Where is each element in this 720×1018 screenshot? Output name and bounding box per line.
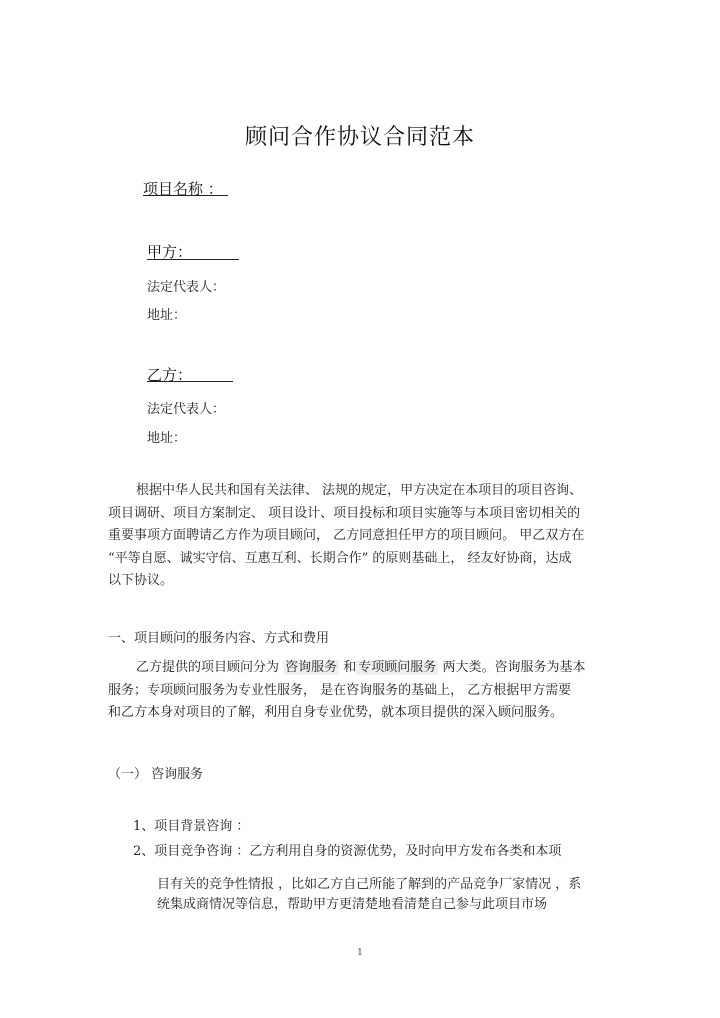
section-1-line-1-part-c: 两大类。咨询服务为基本 [438,660,586,675]
party-b-underline [147,381,233,382]
intro-line-4: “平等自愿、诚实守信、互惠互利、长期合作” 的原则基础上， 经友好协商，达成 [108,550,572,566]
item-2-continuation-2: 统集成商情况等信息，帮助甲方更清楚地看清楚自己参与此项目市场 [157,897,548,912]
section-1-line-1-part-a: 乙方提供的项目顾问分为 [136,660,284,675]
project-name-label: 项目名称 ： [143,180,223,198]
party-b-legal-rep: 法定代表人： [147,402,226,417]
item-2: 2、项目竞争咨询 ：乙方利用自身的资源优势，及时向甲方发布各类和本项 [133,844,562,859]
party-b-label: 乙方： [147,366,193,384]
intro-line-3: 重要事项方面聘请乙方作为项目顾问， 乙方同意担任甲方的项目顾问。 甲乙双方在 [108,528,585,543]
item-2-continuation-1: 目有关的竞争性情报 ，比如乙方自己所能了解到的产品竞争厂家情况 ，系 [157,877,582,892]
intro-line-2: 项目调研、项目方案制定、 项目设计、项目投标和项目实施等与本项目密切相关的 [108,505,581,521]
intro-line-5: 以下协议。 [108,573,174,588]
item-1: 1、项目背景咨询 ： [133,819,250,834]
party-a-legal-rep: 法定代表人： [147,280,226,295]
party-a-underline [147,259,239,260]
section-1-line-2: 服务；专项顾问服务为专业性服务， 是在咨询服务的基础上， 乙方根据甲方需要 [108,682,572,698]
party-a-address: 地址： [147,308,187,323]
intro-line-1: 根据中华人民共和国有关法律、 法规的规定，甲方决定在本项目的项目咨询、 [136,483,583,498]
party-a-label: 甲方： [147,243,193,261]
project-name-underline [143,195,228,196]
subsection-1-heading: （一） 咨询服务 [108,767,204,782]
consulting-service-highlight: 咨询服务 [285,660,338,675]
section-1-paragraph [108,657,613,725]
section-1-heading: 一、项目顾问的服务内容、方式和费用 [108,631,330,646]
intro-paragraph [108,480,613,593]
page-number: 1 [357,948,363,958]
section-1-line-1-part-b: 和 [339,660,357,675]
document-title: 顾问合作协议合同范本 [244,125,475,150]
party-b-address: 地址： [147,431,187,446]
section-1-line-3: 和乙方本身对项目的了解，利用自身专业优势，就本项目提供的深入顾问服务。 [108,705,564,720]
special-advisory-highlight: 专项顾问服务 [358,660,437,675]
section-1-line-1 [108,657,613,680]
